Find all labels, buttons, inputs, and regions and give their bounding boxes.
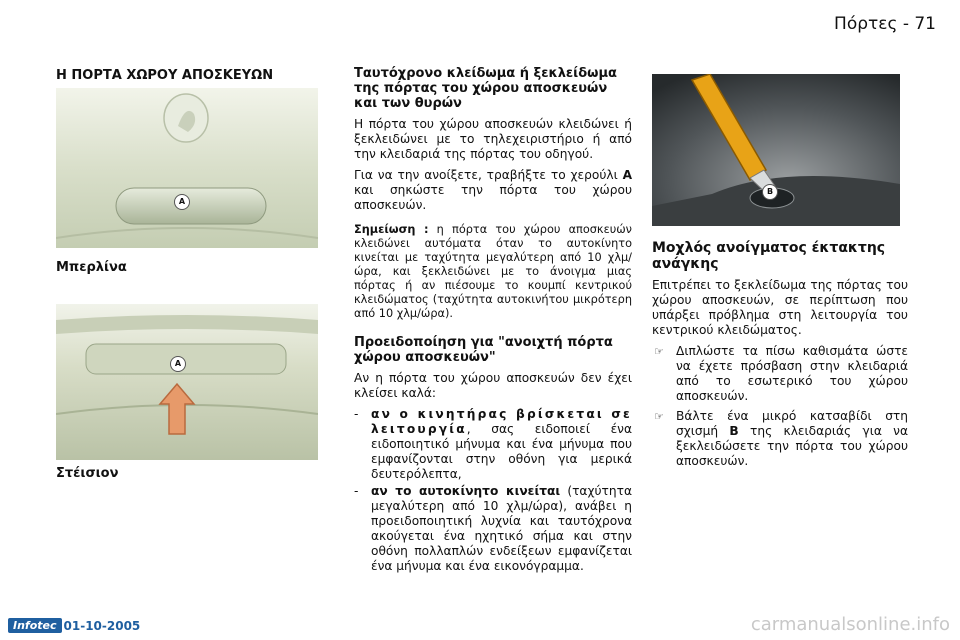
footer: [8, 618, 140, 633]
middle-column: [354, 66, 632, 576]
footer-date: 01-10-2005: [63, 618, 141, 633]
label-b: B: [762, 184, 778, 200]
paragraph-not-closed: Αν η πόρτα του χώρου αποσκευών δεν έχει κλείσει καλά:: [354, 371, 632, 400]
paragraph-open: Για να την ανοίξετε, τραβήξτε το χερούλι A και σηκώστε την πόρτα του χώρου αποσκευών.: [354, 168, 632, 212]
heading-open-warning: Προειδοποίηση για "ανοιχτή πόρτα χώρου αποσκευών": [354, 335, 613, 365]
caption-station: Στέισιον: [56, 466, 119, 481]
section-title: Η ΠΟΡΤΑ ΧΩΡΟΥ ΑΠΟΣΚΕΥΩΝ: [56, 68, 274, 83]
label-a: A: [174, 194, 190, 210]
paragraph-remote: Η πόρτα του χώρου αποσκευών κλειδώνει ή ξεκλειδώνει με το τηλεχειριστήριο ή από την κλειδαριά της πόρτας του οδηγού.: [354, 117, 632, 161]
berlina-trunk-photo: [56, 88, 318, 248]
list-item: ☞ Διπλώστε τα πίσω καθισμάτα ώστε να έχετε πρόσβαση στην κλειδαριά από το εσωτερικό του χώρου αποσκευών.: [654, 344, 908, 403]
paragraph-emergency: Επιτρέπει το ξεκλείδωμα της πόρτας του χώρου αποσκευών, σε περίπτωση που υπάρξει πρόβλημα στη λειτουργία του κεντρικού κλειδώματος.: [652, 278, 908, 337]
emergency-lever-photo: [652, 74, 900, 226]
list-item: - αν το αυτοκίνητο κινείται (ταχύτητα μεγαλύτερη από 10 χλμ/ώρα), ανάβει η προειδοποιητική λυχνία και ταυτόχρονα ακούγεται ένα ηχητικό σήμα και στην οθόνη πολλαπλών ενδείξεων εμφανίζεται ένα μήνυμα και ένα εικονόγραμμα.: [354, 484, 632, 573]
berlina-trunk-illustration: [56, 88, 318, 248]
infotec-logo: Infotec: [8, 618, 62, 633]
caption-berlina: Μπερλίνα: [56, 260, 127, 275]
page-header: Πόρτες - 71: [834, 14, 936, 34]
heading-emergency-lever: Μοχλός ανοίγματος έκτακτης ανάγκης: [652, 240, 886, 272]
list-item: ☞ Βάλτε ένα μικρό κατσαβίδι στη σχισμή B της κλειδαριάς για να ξεκλειδώσετε την πόρτα του χώρου αποσκευών.: [654, 409, 908, 468]
station-trunk-illustration: [56, 304, 318, 460]
list-item: - αν ο κινητήρας βρίσκεται σε λειτουργία, σας ειδοποιεί ένα ειδοποιητικό μήνυμα και ένα μήνυμα που εμφανίζονται στην οθόνη για μερικά δευτερόλεπτα,: [354, 407, 632, 481]
watermark: carmanualsonline.info: [750, 614, 950, 635]
note-paragraph: Σημείωση : η πόρτα του χώρου αποσκευών κλειδώνει αυτόματα όταν το αυτοκίνητο κινείται με ταχύτητα μεγαλύτερη από 10 χλμ/ώρα, και ξεκλειδώνει με το άνοιγμα μιας πόρτας ή αν πιέσουμε το κουμπί κεντρικού κλειδώματος (ταχύτητα αυτοκινήτου μικρότερη από 10 χλμ/ώρα).: [354, 223, 632, 320]
station-trunk-photo: [56, 304, 318, 460]
pointing-hand-icon: ☞: [654, 410, 664, 423]
right-column: [652, 240, 908, 474]
label-a-station: A: [170, 356, 186, 372]
pointing-hand-icon: ☞: [654, 345, 664, 358]
trunk-handle: [116, 188, 266, 224]
heading-lock-unlock: Ταυτόχρονο κλείδωμα ή ξεκλείδωμα της πόρτας του χώρου αποσκευών και των θυρών: [354, 66, 617, 111]
left-column: [56, 68, 316, 89]
screwdriver-illustration: [652, 74, 900, 226]
